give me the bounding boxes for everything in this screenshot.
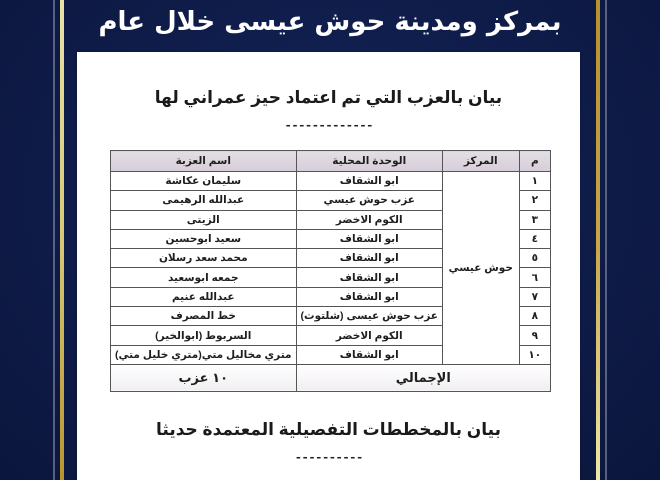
row-name: جمعه ابوسعيد xyxy=(111,268,297,287)
total-row xyxy=(111,364,551,391)
row-unit: ابو الشقاف xyxy=(296,268,442,287)
row-num: ٦ xyxy=(519,268,550,287)
row-unit: ابو الشقاف xyxy=(296,229,442,248)
row-name: سعيد ابوحسين xyxy=(111,229,297,248)
row-name: سليمان عكاشة xyxy=(111,172,297,191)
row-num: ٩ xyxy=(519,326,550,345)
banner-title: بمركز ومدينة حوش عيسى خلال عام xyxy=(98,7,562,37)
document-page xyxy=(77,52,580,480)
row-unit: عزب حوش عيسى (شلتوت) xyxy=(296,307,442,326)
total-label: الإجمالي xyxy=(296,364,550,391)
row-num: ٧ xyxy=(519,287,550,306)
row-name: عبدالله عنيم xyxy=(111,287,297,306)
row-num: ٤ xyxy=(519,229,550,248)
frame-line-left-gold xyxy=(60,0,64,480)
header-unit: الوحدة المحلية xyxy=(296,151,442,172)
row-num: ١ xyxy=(519,172,550,191)
frame-line-left-outer xyxy=(53,0,55,480)
row-name: متري مخاليل متي(متري خليل متي) xyxy=(111,345,297,364)
table-header-row xyxy=(111,151,551,172)
row-name: محمد سعد رسلان xyxy=(111,249,297,268)
row-num: ٢ xyxy=(519,191,550,210)
row-unit: الكوم الاخضر xyxy=(296,326,442,345)
center-cell: حوش عيسي xyxy=(442,172,519,365)
row-name: عبدالله الرهيمى xyxy=(111,191,297,210)
header-num: م xyxy=(519,151,550,172)
total-value: ١٠ عزب xyxy=(111,364,297,391)
row-unit: عزب حوش عيسي xyxy=(296,191,442,210)
section2-title: بيان بالمخططات التفصيلية المعتمدة حديثا xyxy=(156,420,501,439)
row-name: الزيتى xyxy=(111,210,297,229)
row-unit: ابو الشقاف xyxy=(296,345,442,364)
row-unit: الكوم الاخضر xyxy=(296,210,442,229)
row-name: خط المصرف xyxy=(111,307,297,326)
row-unit: ابو الشقاف xyxy=(296,249,442,268)
row-name: السربوط (ابوالخير) xyxy=(111,326,297,345)
row-num: ٨ xyxy=(519,307,550,326)
row-num: ١٠ xyxy=(519,345,550,364)
section1-title: بيان بالعزب التي تم اعتماد حيز عمراني لها xyxy=(154,88,503,107)
header-center: المركز xyxy=(442,151,519,172)
row-unit: ابو الشقاف xyxy=(296,172,442,191)
villages-table xyxy=(110,150,551,392)
table-row xyxy=(111,172,551,191)
row-num: ٣ xyxy=(519,210,550,229)
frame-line-right-outer xyxy=(605,0,607,480)
row-num: ٥ xyxy=(519,249,550,268)
row-unit: ابو الشقاف xyxy=(296,287,442,306)
frame-line-right-gold xyxy=(596,0,600,480)
header-name: اسم العزبة xyxy=(111,151,297,172)
section2-separator: ---------- xyxy=(294,450,363,465)
section1-separator: ------------- xyxy=(284,118,373,133)
